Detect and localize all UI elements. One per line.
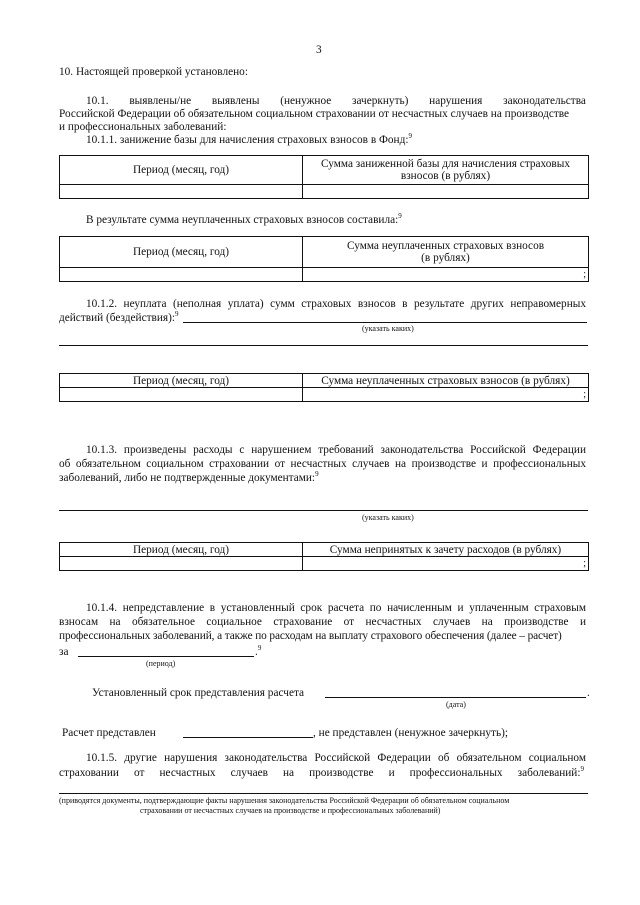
p2-input-line-2[interactable] — [59, 345, 588, 346]
p5-word: и — [388, 767, 395, 779]
p3-input-line[interactable] — [59, 510, 588, 511]
table2-cell-period[interactable] — [60, 268, 303, 282]
p2-line2: действий (бездействия):$^9$ — [59, 310, 179, 324]
deadline-end: . — [587, 687, 590, 699]
table3-header-sum: Сумма неуплаченных страховых взносов (в рублях) — [303, 374, 589, 388]
p5-note-line1: (приводятся документы, подтверждающие факты нарушения законодательства Российской Федерации об обязательном социальном — [59, 796, 510, 805]
p4-za-end: .$^9$ — [255, 644, 262, 658]
p4-word: на — [481, 616, 493, 628]
table1-header-sum: Сумма заниженной базы для начисления страховых взносов (в рублях) — [303, 156, 589, 185]
p4-word: взносам — [59, 616, 99, 628]
p3-line1: 10.1.3. произведены расходы с нарушением требований законодательства Российской Федерации — [86, 444, 586, 456]
page-number: 3 — [316, 44, 322, 56]
p4-word: случаев — [432, 616, 471, 628]
submitted-label: Расчет представлен — [62, 727, 156, 739]
table-unpaid-other — [59, 373, 589, 402]
p5-word: несчастных — [159, 767, 216, 779]
p4-word: и — [579, 616, 586, 628]
p1-word: законодательства — [503, 95, 586, 107]
table4-end-mark: ; — [583, 558, 586, 569]
p1-word: нарушения — [429, 95, 483, 107]
p3-hint: (указать каких) — [362, 513, 414, 522]
submitted-input[interactable] — [183, 737, 313, 738]
p4-word: обязательное — [131, 616, 196, 628]
p4-word: социальное — [206, 616, 262, 628]
table2-header-sum: Сумма неуплаченных страховых взносов (в рублях) — [303, 237, 589, 268]
p1-line2: Российской Федерации об обязательном социальном страховании от несчастных случаев на производстве — [59, 108, 570, 120]
table1-header-period: Период (месяц, год) — [60, 156, 303, 185]
table4-header-period: Период (месяц, год) — [60, 543, 303, 557]
p4-word: производстве — [504, 616, 569, 628]
p4-period-input[interactable] — [78, 656, 254, 657]
table2-end-mark: ; — [583, 269, 586, 280]
p1-word: зачеркнуть) — [352, 95, 409, 107]
table1-cell-period[interactable] — [60, 185, 303, 199]
table2-cell-sum[interactable] — [303, 268, 589, 282]
p4-word: несчастных — [365, 616, 422, 628]
p1-word: выявлены — [211, 95, 260, 107]
p5-word: заболеваний:$^9$ — [517, 765, 584, 779]
p4-word: на — [109, 616, 121, 628]
p5-note-line2: страховании от несчастных случаев на производстве и профессиональных заболеваний) — [140, 806, 441, 815]
table-rejected-expenses — [59, 542, 589, 571]
p5-word: профессиональных — [409, 767, 503, 779]
table3-end-mark: ; — [583, 389, 586, 400]
p4-za: за — [59, 646, 69, 658]
table-understated-base — [59, 155, 589, 199]
p2-line1: 10.1.2. неуплата (неполная уплата) сумм страховых взносов в результате других неправомерных — [86, 298, 586, 310]
p4-hint: (период) — [146, 659, 176, 668]
table3-header-period: Период (месяц, год) — [60, 374, 303, 388]
p5-input-line[interactable] — [59, 793, 588, 794]
table1-cell-sum[interactable] — [303, 185, 589, 199]
deadline-label: Установленный срок представления расчета — [92, 687, 305, 699]
p5-word: случаев — [230, 767, 268, 779]
p5-word: производстве — [309, 767, 374, 779]
p1-sub: 10.1.1. занижение базы для начисления страховых взносов в Фонд:$^9$ — [86, 132, 412, 146]
p5-line2 — [59, 766, 584, 780]
p1-word: (ненужное — [280, 95, 332, 107]
deadline-hint: (дата) — [446, 700, 466, 709]
p1-line1 — [86, 94, 586, 108]
p1-word: выявлены/не — [129, 95, 192, 107]
section-heading: 10. Настоящей проверкой установлено: — [59, 66, 248, 78]
p3-line2: об обязательном социальном страховании от несчастных случаев на производстве и профессиональных — [59, 458, 586, 470]
p5-word: страховании — [59, 767, 119, 779]
p4-word: от — [343, 616, 355, 628]
p1-line3: и профессиональных заболеваний: — [59, 121, 227, 133]
table2-header-period: Период (месяц, год) — [60, 237, 303, 268]
result-text: В результате сумма неуплаченных страховых взносов составила:$^9$ — [86, 212, 402, 226]
p4-word: страхование — [273, 616, 333, 628]
p2-input-line[interactable] — [183, 322, 587, 323]
p5-line1: 10.1.5. другие нарушения законодательства Российской Федерации об обязательном социальном — [86, 752, 586, 764]
table4-cell-period[interactable] — [60, 557, 303, 571]
table4-header-sum: Сумма непринятых к зачету расходов (в рублях) — [303, 543, 589, 557]
p2-hint: (указать каких) — [362, 324, 414, 333]
p5-word: от — [134, 767, 145, 779]
table3-cell-sum[interactable] — [303, 388, 589, 402]
table-unpaid-contributions — [59, 236, 589, 282]
submitted-rest: , не представлен (ненужное зачеркнуть); — [313, 727, 509, 739]
p5-word: на — [283, 767, 295, 779]
deadline-input[interactable] — [325, 697, 586, 698]
p1-word: 10.1. — [86, 95, 109, 107]
p4-line2 — [59, 615, 586, 629]
table3-cell-period[interactable] — [60, 388, 303, 402]
p4-line1: 10.1.4. непредставление в установленный срок расчета по начисленным и уплаченным страховым — [86, 602, 586, 614]
p4-line3: профессиональных заболеваний, а также по расходам на выплату страхового обеспечения (далее – расчет) — [59, 630, 562, 642]
p3-line3: заболеваний, либо не подтвержденные документами:$^9$ — [59, 470, 319, 484]
table4-cell-sum[interactable] — [303, 557, 589, 571]
